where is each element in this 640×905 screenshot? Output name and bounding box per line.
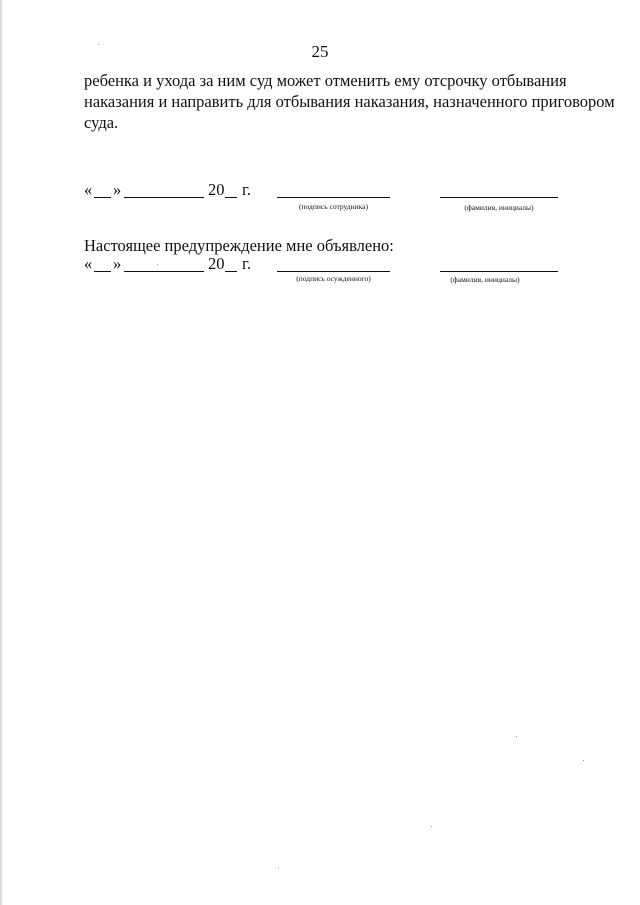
date-quote-open: « <box>84 180 93 199</box>
acknowledgement-heading: Настоящее предупреждение мне объявлено: <box>84 236 394 255</box>
date-quote-close: » <box>113 254 122 273</box>
date-year-blank[interactable] <box>225 197 237 198</box>
page-number: 25 <box>311 42 329 61</box>
scan-speck <box>278 868 279 869</box>
date-day-blank[interactable] <box>94 271 111 272</box>
officer-signature-line[interactable] <box>277 197 390 198</box>
officer-signature-caption: (подпись сотрудника) <box>299 202 368 211</box>
date-month-blank[interactable] <box>124 271 204 272</box>
scan-speck <box>431 826 432 827</box>
officer-name-caption: (фамилия, инициалы) <box>464 203 534 212</box>
scan-speck <box>583 760 584 761</box>
date-quote-close: » <box>113 180 122 199</box>
scan-speck <box>157 264 158 265</box>
date-day-blank[interactable] <box>94 197 111 198</box>
body-line: суда. <box>84 113 119 132</box>
body-line: наказания и направить для отбывания наказания, назначенного приговором <box>84 92 615 111</box>
officer-signature-row <box>0 180 640 216</box>
date-year-suffix: г. <box>242 254 252 273</box>
date-year-prefix: 20 <box>208 180 225 199</box>
date-year-blank[interactable] <box>225 271 237 272</box>
convict-name-line[interactable] <box>440 271 558 272</box>
body-line: ребенка и ухода за ним суд может отменить ему отсрочку отбывания <box>84 71 567 90</box>
date-month-blank[interactable] <box>124 197 204 198</box>
convict-name-caption: (фамилия, инициалы) <box>450 275 520 284</box>
convict-signature-line[interactable] <box>277 271 390 272</box>
convict-signature-caption: (подпись осужденного) <box>296 274 371 283</box>
officer-name-line[interactable] <box>440 197 558 198</box>
date-year-suffix: г. <box>242 180 252 199</box>
date-quote-open: « <box>84 254 93 273</box>
scan-speck <box>516 736 517 737</box>
body-paragraph <box>84 70 615 133</box>
convict-signature-row <box>0 254 640 290</box>
date-year-prefix: 20 <box>208 254 225 273</box>
scan-speck <box>98 44 99 45</box>
